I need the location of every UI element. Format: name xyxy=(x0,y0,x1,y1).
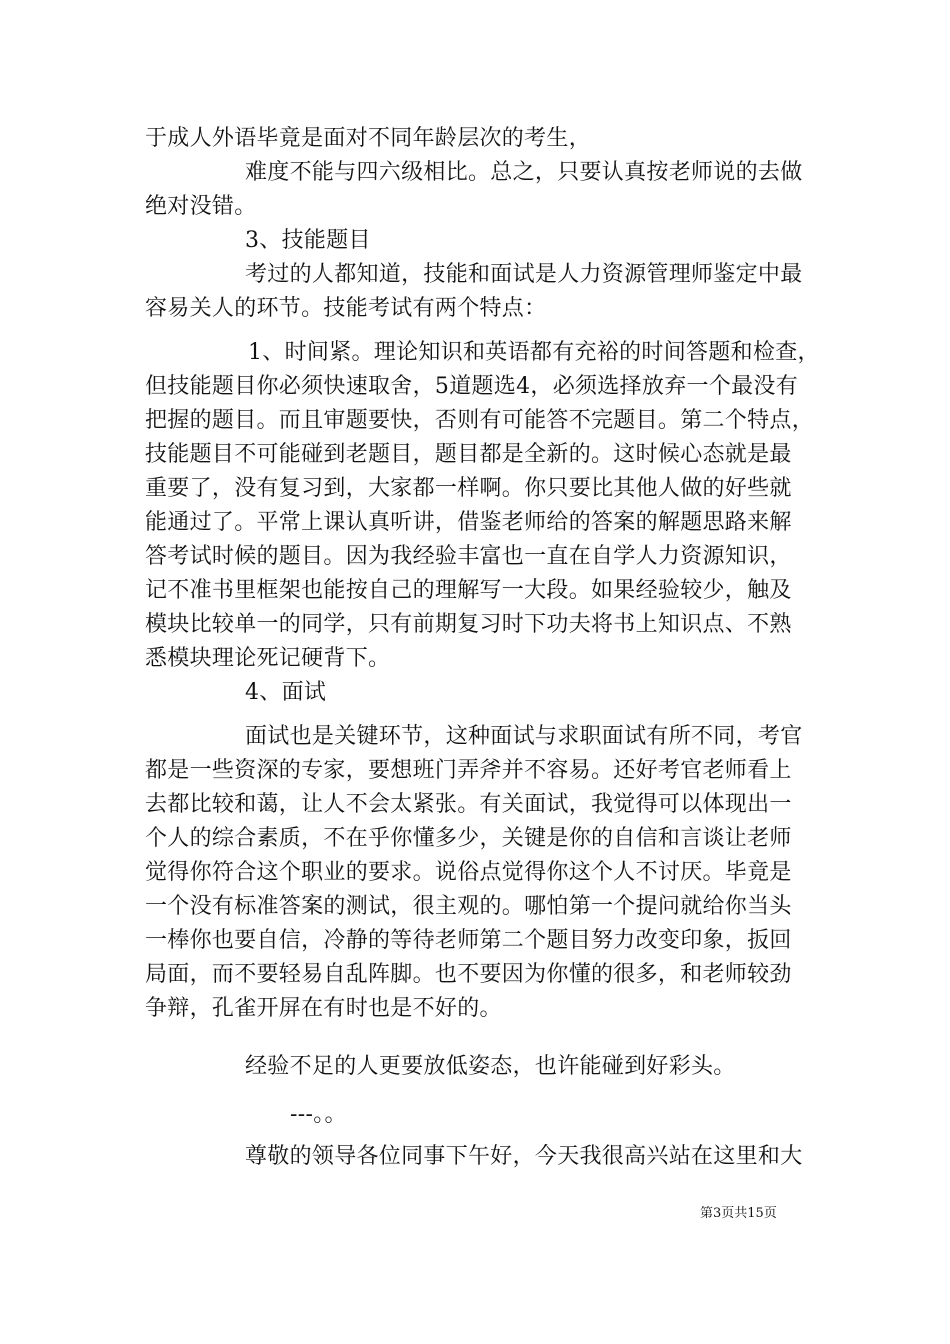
text-line-18: 面试也是关键环节，这种面试与求职面试有所不同，考官 xyxy=(245,724,803,749)
section-heading-3: 3、技能题目 xyxy=(245,228,371,253)
text-line-5: 考过的人都知道，技能和面试是人力资源管理师鉴定中最 xyxy=(245,262,803,287)
text-line-21: 个人的综合素质，不在乎你懂多少，关键是你的自信和言谈让老师 xyxy=(145,826,792,851)
text-line-2: 难度不能与四六级相比。总之，只要认真按老师说的去做 xyxy=(245,160,803,185)
text-line-22: 觉得你符合这个职业的要求。说俗点觉得你这个人不讨厌。毕竟是 xyxy=(145,860,792,885)
text-line-24: 一棒你也要自信，冷静的等待老师第二个题目努力改变印象，扳回 xyxy=(145,928,792,953)
text-line-27: 经验不足的人更要放低姿态，也许能碰到好彩头。 xyxy=(245,1054,736,1079)
text-line-26: 争辩，孔雀开屏在有时也是不好的。 xyxy=(145,996,502,1021)
page-number-footer: 第3页共15页 xyxy=(700,1206,777,1221)
text-line-19: 都是一些资深的专家，要想班门弄斧并不容易。还好考官老师看上 xyxy=(145,758,792,783)
text-line-11: 重要了，没有复习到，大家都一样啊。你只要比其他人做的好些就 xyxy=(145,476,792,501)
text-line-20: 去都比较和蔼，让人不会太紧张。有关面试，我觉得可以体现出一 xyxy=(145,792,792,817)
text-line-6: 容易关人的环节。技能考试有两个特点： xyxy=(145,296,547,321)
text-line-10: 技能题目不可能碰到老题目，题目都是全新的。这时候心态就是最 xyxy=(145,442,792,467)
text-line-15: 模块比较单一的同学，只有前期复习时下功夫将书上知识点、不熟 xyxy=(145,612,792,637)
text-line-1: 于成人外语毕竟是面对不同年龄层次的考生， xyxy=(145,126,592,151)
text-line-16: 悉模块理论死记硬背下。 xyxy=(145,646,391,671)
text-line-28: ---。。 xyxy=(290,1102,347,1127)
text-line-12: 能通过了。平常上课认真听讲，借鉴老师给的答案的解题思路来解 xyxy=(145,510,792,535)
text-line-13: 答考试时候的题目。因为我经验丰富也一直在自学人力资源知识， xyxy=(145,544,792,569)
text-line-14: 记不准书里框架也能按自己的理解写一大段。如果经验较少，触及 xyxy=(145,578,792,603)
text-line-9: 把握的题目。而且审题要快，否则有可能答不完题目。第二个特点， xyxy=(145,408,815,433)
text-line-25: 局面，而不要轻易自乱阵脚。也不要因为你懂的很多，和老师较劲 xyxy=(145,962,792,987)
section-heading-4: 4、面试 xyxy=(245,680,327,705)
text-line-3: 绝对没错。 xyxy=(145,194,257,219)
text-line-23: 一个没有标准答案的测试，很主观的。哪怕第一个提问就给你当头 xyxy=(145,894,792,919)
text-line-29: 尊敬的领导各位同事下午好，今天我很高兴站在这里和大 xyxy=(245,1144,803,1169)
text-line-7: 1、时间紧。理论知识和英语都有充裕的时间答题和检查， xyxy=(248,340,820,365)
text-line-8: 但技能题目你必须快速取舍，5道题选4，必须选择放弃一个最没有 xyxy=(145,374,798,399)
